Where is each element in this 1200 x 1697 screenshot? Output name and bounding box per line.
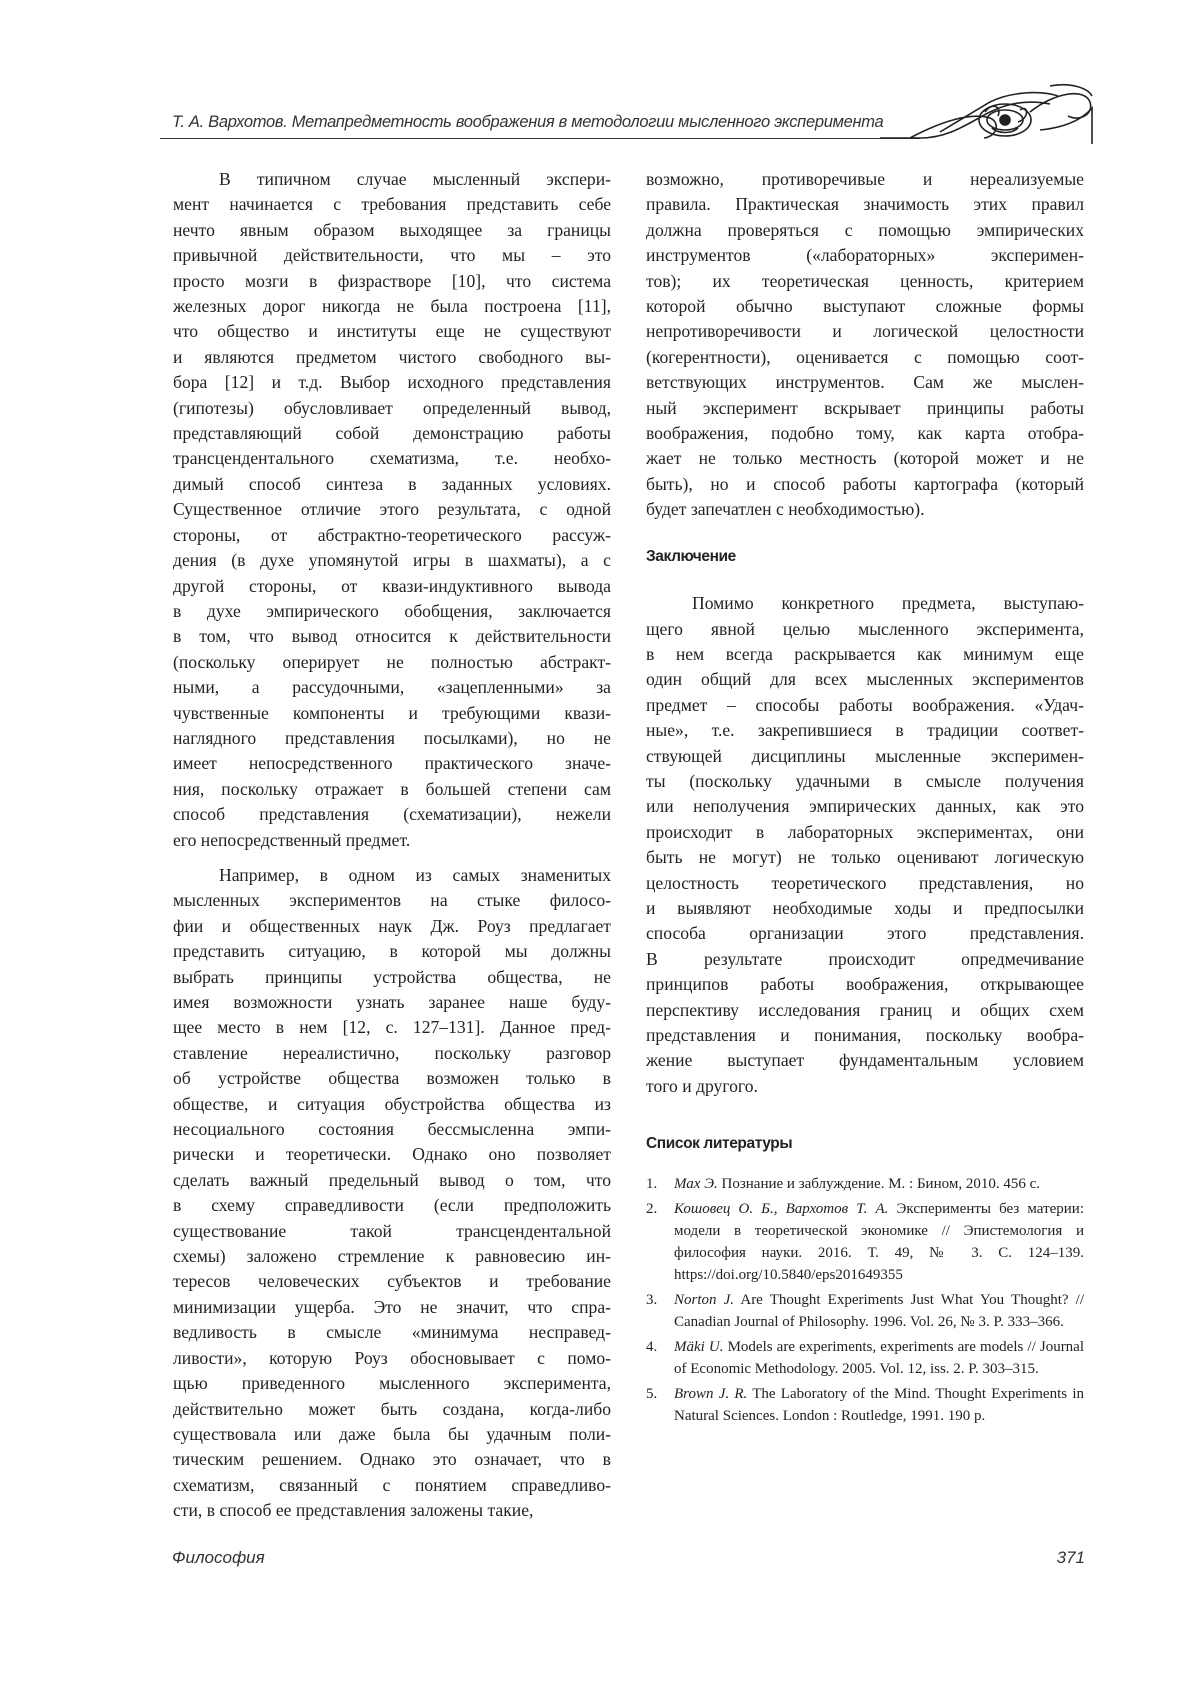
text-line: в схему справедливости (если предположить	[173, 1193, 611, 1218]
reference-text: Познание и заблуждение. М. : Бином, 2010. 456 с.	[722, 1176, 1040, 1192]
text-line: будет запечатлен с необходимостью).	[646, 497, 1084, 522]
text-line: (гипотезы) обусловливает определенный вывод,	[173, 396, 611, 421]
text-line: об устройстве общества возможен только в	[173, 1066, 611, 1091]
reference-number: 3.	[646, 1290, 657, 1312]
text-line: способа организации этого представления.	[646, 921, 1084, 946]
reference-item	[646, 1384, 1084, 1428]
reference-text: Models are experiments, experiments are models // Journal of Economic Methodology. 2005. Vol. 12, iss. 2. P. 303–315.	[674, 1339, 1084, 1377]
reference-authors: Мах Э.	[674, 1176, 718, 1192]
text-line: щью приведенного мысленного эксперимента,	[173, 1371, 611, 1396]
text-line: в духе эмпирического обобщения, заключается	[173, 599, 611, 624]
text-line: щего явной целью мысленного эксперимента,	[646, 617, 1084, 642]
text-line: существовала или даже была бы удачным поли-	[173, 1422, 611, 1447]
text-line: воображения, подобно тому, как карта отобра-	[646, 421, 1084, 446]
reference-item	[646, 1174, 1084, 1196]
text-line: тересов человеческих субъектов и требование	[173, 1269, 611, 1294]
text-line: в нем всегда раскрывается как минимум еще	[646, 642, 1084, 667]
text-line: сти, в способ ее представления заложены такие,	[173, 1498, 611, 1523]
text-line: представления и понимания, поскольку вообра-	[646, 1023, 1084, 1048]
reference-number: 4.	[646, 1337, 657, 1359]
text-line: ния, поскольку отражает в большей степени сам	[173, 777, 611, 802]
reference-text: Эксперименты без материи: модели в теоретической экономике // Эпистемология и философия науки. 2016. Т. 49, № 3. С. 124–139. https://doi.org/10.5840/eps201649355	[674, 1201, 1084, 1282]
text-line: ливости», которую Роуз обосновывает с помо-	[173, 1346, 611, 1371]
body-paragraph	[173, 863, 611, 1524]
reference-item	[646, 1199, 1084, 1286]
text-line: и выявляют необходимые ходы и предпосылки	[646, 896, 1084, 921]
text-line: возможно, противоречивые и нереализуемые	[646, 167, 1084, 192]
text-line: правила. Практическая значимость этих правил	[646, 192, 1084, 217]
reference-authors: Brown J. R.	[674, 1386, 747, 1402]
text-line: быть), но и способ работы картографа (который	[646, 472, 1084, 497]
text-line: (когерентности), оценивается с помощью соот-	[646, 345, 1084, 370]
text-line: щее место в нем [12, с. 127–131]. Данное пред-	[173, 1015, 611, 1040]
text-line: имеет непосредственного практического значе-	[173, 751, 611, 776]
text-line: нечто явным образом выходящее за границы	[173, 218, 611, 243]
text-line: тов); их теоретическая ценность, критерием	[646, 269, 1084, 294]
text-line: трансцендентального схематизма, т.е. необхо-	[173, 446, 611, 471]
text-line: ствующей дисциплины мысленные эксперимен-	[646, 744, 1084, 769]
text-line: ные», т.е. закрепившиеся в традиции соответ-	[646, 718, 1084, 743]
text-line: мент начинается с требования представить себе	[173, 192, 611, 217]
text-line: непротиворечивости и логической целостности	[646, 319, 1084, 344]
text-line: обществе, и ситуация обустройства общества из	[173, 1092, 611, 1117]
text-line: В результате происходит опредмечивание	[646, 947, 1084, 972]
text-line: происходит в лабораторных экспериментах, они	[646, 820, 1084, 845]
reference-text: Are Thought Experiments Just What You Thought? // Canadian Journal of Philosophy. 1996. Vol. 26, № 3. P. 333–366.	[674, 1292, 1084, 1330]
text-line: существование такой трансцендентальной	[173, 1219, 611, 1244]
text-line: дения (в духе упомянутой игры в шахматы), а с	[173, 548, 611, 573]
text-line: минимизации ущерба. Это не значит, что спра-	[173, 1295, 611, 1320]
text-line: его непосредственный предмет.	[173, 828, 611, 853]
running-header: Т. А. Вархотов. Метапредметность воображения в методологии мысленного эксперимента	[172, 113, 883, 132]
text-line: выбрать принципы устройства общества, не	[173, 965, 611, 990]
text-line: способ представления (схематизации), нежели	[173, 802, 611, 827]
left-column	[173, 167, 611, 1534]
reference-authors: Mäki U.	[674, 1339, 724, 1355]
reference-list	[646, 1174, 1084, 1431]
text-line: жает не только местность (которой может и не	[646, 446, 1084, 471]
text-line: действительно может быть создана, когда-либо	[173, 1397, 611, 1422]
reference-number: 2.	[646, 1199, 657, 1221]
text-line: наглядного представления посылками), но не	[173, 726, 611, 751]
reference-number: 1.	[646, 1174, 657, 1196]
text-line: чувственные компоненты и требующими квази-	[173, 701, 611, 726]
text-line: димый способ синтеза в заданных условиях.	[173, 472, 611, 497]
text-line: в том, что вывод относится к действительности	[173, 624, 611, 649]
text-line: и являются предметом чистого свободного вы-	[173, 345, 611, 370]
reference-text: The Laboratory of the Mind. Thought Experiments in Natural Sciences. London : Routledge, 1991. 190 p.	[674, 1386, 1084, 1424]
text-line: ведливость в смысле «минимума несправед-	[173, 1320, 611, 1345]
text-line: ты (поскольку удачными в смысле получения	[646, 769, 1084, 794]
text-line: предмет – способы работы воображения. «Удач-	[646, 693, 1084, 718]
text-line: жение выступает фундаментальным условием	[646, 1048, 1084, 1073]
text-line: мысленных экспериментов на стыке филосо-	[173, 888, 611, 913]
text-line: представляющий собой демонстрацию работы	[173, 421, 611, 446]
text-line: ветствующих инструментов. Сам же мыслен-	[646, 370, 1084, 395]
text-line: того и другого.	[646, 1074, 1084, 1099]
reference-number: 5.	[646, 1384, 657, 1406]
text-line: схематизм, связанный с понятием справедливо-	[173, 1473, 611, 1498]
body-paragraph	[173, 167, 611, 853]
text-line: сделать важный предельный вывод о том, что	[173, 1168, 611, 1193]
text-line: один общий для всех мысленных экспериментов	[646, 667, 1084, 692]
section-heading-references: Список литературы	[646, 1131, 1084, 1156]
text-line: должна проверяться с помощью эмпирических	[646, 218, 1084, 243]
right-column	[646, 167, 1084, 1157]
reference-authors: Кошовец О. Б., Вархотов Т. А.	[674, 1201, 888, 1217]
text-line: бора [12] и т.д. Выбор исходного представления	[173, 370, 611, 395]
text-line: ными, а рассудочными, «зацепленными» за	[173, 675, 611, 700]
text-line: перспективу исследования границ и общих схем	[646, 998, 1084, 1023]
text-line: (поскольку оперирует не полностью абстракт-	[173, 650, 611, 675]
text-line: просто мозги в физрастворе [10], что система	[173, 269, 611, 294]
text-line: стороны, от абстрактно-теоретического рассуж-	[173, 523, 611, 548]
text-line: ставление нереалистично, поскольку разговор	[173, 1041, 611, 1066]
reference-item	[646, 1337, 1084, 1381]
footer-section: Философия	[172, 1548, 265, 1568]
body-paragraph	[646, 167, 1084, 523]
section-heading-conclusion: Заключение	[646, 544, 1084, 569]
page-number: 371	[1057, 1548, 1085, 1568]
text-line: Существенное отличие этого результата, с одной	[173, 497, 611, 522]
text-line: схемы) заложено стремление к равновесию ин-	[173, 1244, 611, 1269]
text-line: Например, в одном из самых знаменитых	[173, 863, 611, 888]
text-line: фии и общественных наук Дж. Роуз предлагает	[173, 914, 611, 939]
text-line: другой стороны, от квази-индуктивного вывода	[173, 574, 611, 599]
text-line: привычной действительности, что мы – это	[173, 243, 611, 268]
text-line: тическим решением. Однако это означает, что в	[173, 1447, 611, 1472]
text-line: В типичном случае мысленный экспери-	[173, 167, 611, 192]
text-line: целостность теоретического представления, но	[646, 871, 1084, 896]
text-line: что общество и институты еще не существуют	[173, 319, 611, 344]
text-line: несоциального состояния бессмысленна эмпи-	[173, 1117, 611, 1142]
text-line: принципов работы воображения, открывающее	[646, 972, 1084, 997]
text-line: рически и теоретически. Однако оно позволяет	[173, 1142, 611, 1167]
text-line: или неполучения эмпирических данных, как это	[646, 794, 1084, 819]
text-line: Помимо конкретного предмета, выступаю-	[646, 591, 1084, 616]
text-line: которой обычно выступают сложные формы	[646, 294, 1084, 319]
text-line: инструментов («лабораторных» эксперимен-	[646, 243, 1084, 268]
text-line: железных дорог никогда не была построена [11],	[173, 294, 611, 319]
text-line: быть не могут) не только оценивают логическую	[646, 845, 1084, 870]
text-line: имея возможности узнать заранее наше буду-	[173, 990, 611, 1015]
header-rule	[160, 138, 920, 139]
reference-authors: Norton J.	[674, 1292, 734, 1308]
text-line: ный эксперимент вскрывает принципы работы	[646, 396, 1084, 421]
conclusion-paragraph	[646, 591, 1084, 1099]
reference-item	[646, 1290, 1084, 1334]
text-line: представить ситуацию, в которой мы должны	[173, 939, 611, 964]
art-nouveau-ornament-icon	[880, 82, 1095, 144]
